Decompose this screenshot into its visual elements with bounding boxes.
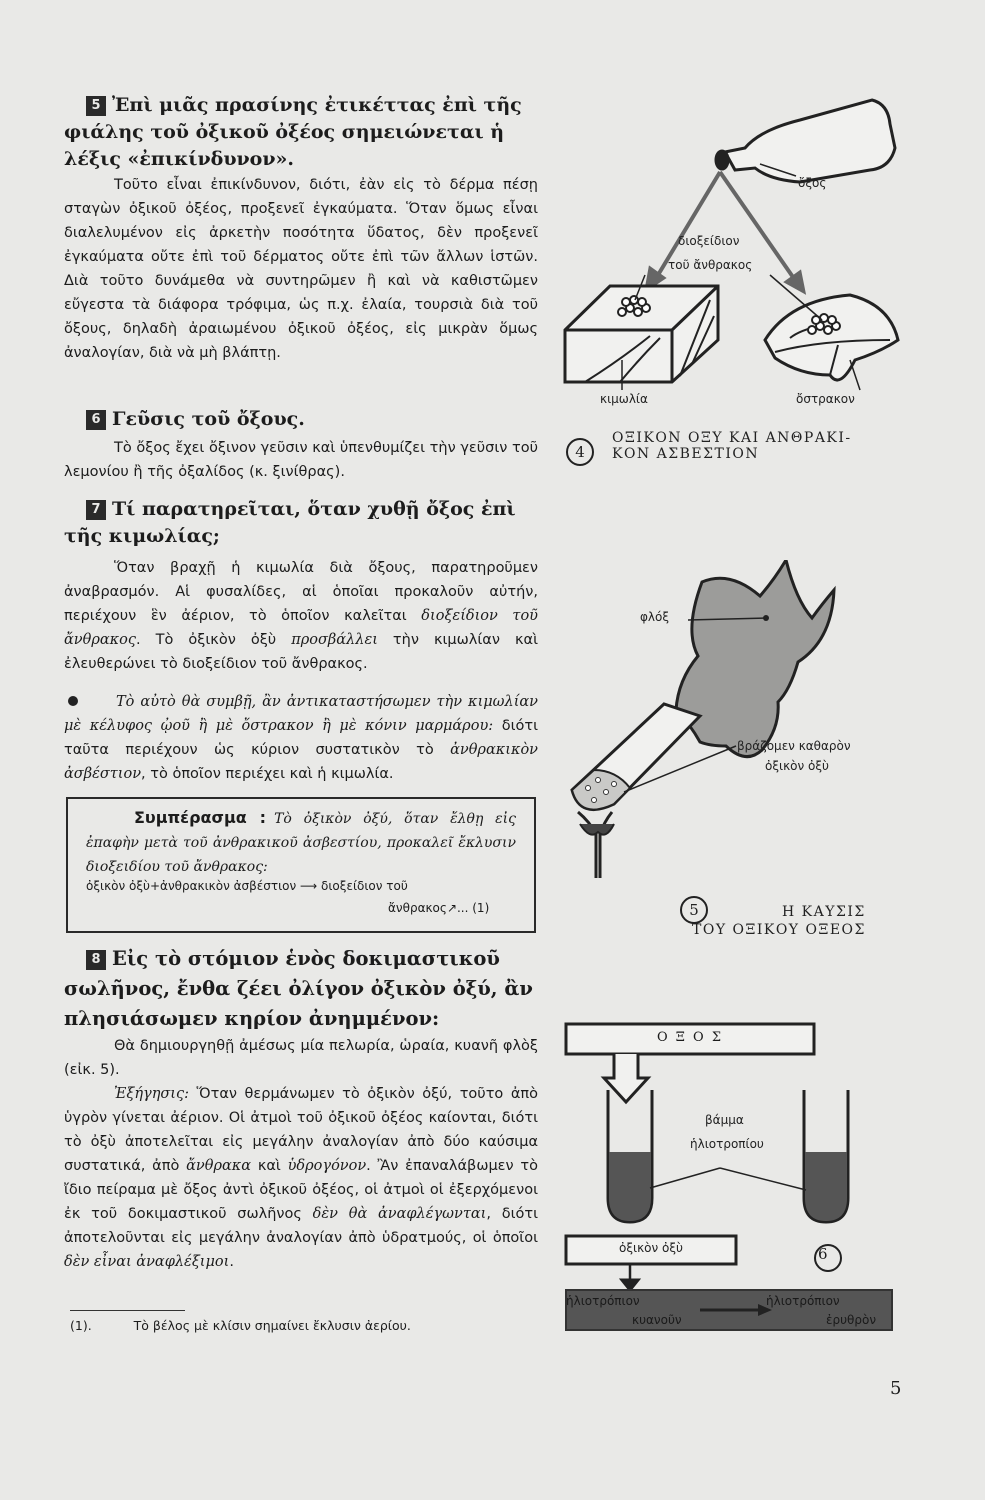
s8-t-g: δὲν θὰ ἀναφλέγωνται: [312, 1206, 487, 1222]
fig4-label-co2-line1: διοξείδιον: [678, 234, 740, 248]
figure-5-illustration: [560, 560, 890, 880]
s8-t-h: , διότι ἀποτελοῦνται εἰς μεγάλην ἀναλογίαν ἀπὸ ὑδρατμούς, οἱ ὁποῖοι: [64, 1206, 538, 1246]
section-8-heading: [64, 944, 538, 1034]
fig4-label-vinegar: ὄξος: [798, 176, 827, 190]
fig5-label-boil-line1: βράζομεν καθαρὸν: [737, 739, 851, 753]
figure-6-illustration: [560, 1018, 900, 1338]
fig4-number: 4: [566, 438, 594, 466]
bottle-icon: [725, 100, 895, 182]
s7-bullet-d: , τὸ ὁποῖον περιέχει καὶ ἡ κιμωλία.: [141, 766, 394, 782]
footnote: [70, 1318, 411, 1333]
conclusion-equation: ὀξικὸν ὀξὺ+ἀνθρακικὸν ἀσβέστιον ⟶ διοξείδιον τοῦ: [86, 879, 408, 893]
section-6-heading-text: Γεῦσις τοῦ ὄξους.: [112, 408, 305, 430]
down-arrow-icon: [604, 1054, 648, 1102]
fig5-caption-line1: Η ΚΑΥΣΙΣ: [782, 904, 866, 920]
footnote-marker: (1).: [70, 1318, 92, 1333]
s8-t-i: δὲν εἶναι ἀναφλέξιμοι: [64, 1254, 230, 1270]
s7-bullet-b: διότι ταῦτα περιέχουν ὡς κύριον συστατικὸν τὸ: [64, 718, 538, 758]
s8-t-e: ὑδρογόνον: [287, 1158, 367, 1174]
section-8-heading-text: Εἰς τὸ στόμιον ἑνὸς δοκιμαστικοῦ σωλῆνος, ἔνθα ζέει ὀλίγον ὀξικὸν ὀξύ, ἂν πλησιάσωμεν κηρίον ἀνημμένον:: [64, 947, 533, 1030]
s8-t-c: ἄνθρακα: [186, 1158, 252, 1174]
fig6-label-blue-line2: κυανοῦν: [632, 1313, 682, 1327]
figure-4-illustration: [560, 90, 900, 420]
fig5-number: 5: [680, 896, 708, 924]
fig4-caption: [566, 430, 852, 462]
conclusion-box: [66, 797, 536, 933]
section-number-8: 8: [86, 950, 106, 970]
section-8-text-2: [64, 1082, 538, 1274]
section-5-heading: [64, 92, 538, 173]
section-8-paragraph-1: [64, 1034, 538, 1082]
section-6-text: Τὸ ὄξος ἔχει ὄξινον γεῦσιν καὶ ὑπενθυμίζει τὴν γεῦσιν τοῦ λεμονίου ἢ τῆς ὀξαλίδος (κ. ξινίθρας).: [64, 440, 538, 480]
fig6-label-blue-line1: ἡλιοτρόπιον: [566, 1294, 640, 1308]
section-number-7: 7: [86, 500, 106, 520]
s8-t-f: . Ἂν ἐπαναλάβωμεν τὸ ἴδιο πείραμα μὲ ὄξος ἀντὶ ὀξικοῦ ὀξέος, οἱ ἀτμοὶ οἱ ἐξερχόμενοι ἐκ τοῦ δοκιμαστικοῦ σωλῆνος: [64, 1158, 538, 1222]
section-7-bullet: [64, 690, 538, 786]
s7-text-e: τὴν κιμωλίαν καὶ ἐλευθερώνει τὸ διοξείδιον τοῦ ἄνθρακος.: [64, 632, 538, 672]
section-number-5: 5: [86, 96, 106, 116]
fig6-label-vinegar: Ο Ξ Ο Σ: [656, 1030, 724, 1045]
fig4-caption-line1: ΟΞΙΚΟΝ ΟΞΥ ΚΑΙ ΑΝΘΡΑΚΙ-: [612, 430, 852, 446]
page-number: 5: [890, 1378, 902, 1399]
fig4-label-shell: ὄστρακον: [796, 392, 855, 406]
section-6-paragraph: [64, 436, 538, 484]
conclusion-body: [86, 806, 516, 879]
section-8-text-1: Θὰ δημιουργηθῇ ἀμέσως μία πελωρία, ὡραία, κυανῆ φλὸξ (εἰκ. 5).: [64, 1038, 538, 1078]
section-5-heading-text: Ἐπὶ μιᾶς πρασίνης ἐτικέττας ἐπὶ τῆς φιάλης τοῦ ὀξικοῦ ὀξέος σημειώνεται ἡ λέξις «ἐπικίνδυνον».: [64, 94, 522, 170]
fig6-label-dye-line2: ἡλιοτροπίου: [690, 1137, 764, 1151]
fig4-caption-line2: ΚΟΝ ΑΣΒΕΣΤΙΟΝ: [612, 446, 760, 462]
section-7-paragraph: [64, 556, 538, 676]
section-7-bullet-text: [64, 690, 538, 786]
conclusion-text: Τὸ ὀξικὸν ὀξύ, ὅταν ἔλθῃ εἰς ἐπαφὴν μετὰ τοῦ ἀνθρακικοῦ ἀσβεστίου, προκαλεῖ ἔκλυσιν διοξειδίου τοῦ ἄνθρακος:: [86, 811, 516, 875]
section-5-text: Τοῦτο εἶναι ἐπικίνδυνον, διότι, ἐὰν εἰς τὸ δέρμα πέσῃ σταγὼν ὀξικοῦ ὀξέος, προξενεῖ ἐγκαύματα. Ὅταν ὅμως εἶναι διαλελυμένον εἰς ἀρκετὴν ποσότητα ὕδατος, δὲν προξενεῖ ἐγκαύματα οὔτε ἐπὶ τοῦ δέρματος οὔτε ἐπὶ τῶν ἄλλων ἱστῶν. Διὰ τοῦτο δυνάμεθα νὰ συντηρῶμεν ἢ καὶ νὰ καθιστῶμεν εὔγεστα τὰ διάφορα τρόφιμα, ὡς π.χ. ἐλαία, τουρσιὰ διὰ τοῦ ὄξους, δηλαδὴ ἀραιωμένου ὀξικοῦ ὀξέος, εἰς μικρὰν ὅμως ἀναλογίαν, διὰ νὰ μὴ βλάπτῃ.: [64, 177, 538, 361]
s7-text-co2: διοξείδιον τοῦ ἄνθρακος: [64, 608, 538, 648]
section-6-heading: [64, 406, 538, 433]
flame-icon: [676, 560, 834, 757]
fig5-caption: [680, 900, 866, 938]
fig4-label-chalk: κιμωλία: [600, 392, 648, 406]
section-8-paragraph-2: [64, 1082, 538, 1274]
fig4-label-co2-line2: τοῦ ἄνθρακος: [668, 258, 753, 272]
s8-t-b: Ὅταν θερμάνωμεν τὸ ὀξικὸν ὀξύ, τοῦτο ἀπὸ ὑγρὸν γίνεται ἀέριον. Οἱ ἀτμοὶ τοῦ ὀξικοῦ ὀξέος καίονται, διότι τὸ ὀξὺ ἀποτελεῖται εἰς μεγάλην ἀναλογίαν ἀπὸ δύο καύσιμα συστατικά, ἀπὸ: [64, 1086, 538, 1174]
fig6-number: 6: [818, 1245, 828, 1263]
s8-explanation-label: Ἐξήγησις:: [114, 1086, 189, 1102]
conclusion-title: Συμπέρασμα :: [134, 808, 267, 827]
fig6-label-red-line2: ἐρυθρὸν: [826, 1313, 877, 1327]
s7-bullet-a: Τὸ αὐτὸ θὰ συμβῇ, ἂν ἀντικαταστήσωμεν τὴν κιμωλίαν μὲ κέλυφος ᾠοῦ ἢ μὲ ὄστρακον ἢ μὲ κόνιν μαρμάρου:: [64, 694, 538, 734]
fig6-label-red-line1: ἡλιοτρόπιον: [766, 1294, 840, 1308]
conclusion-equation-2: ἄνθρακος↗... (1): [388, 901, 490, 915]
fig5-label-flame: φλόξ: [640, 610, 670, 624]
s8-t-d: καὶ: [251, 1158, 288, 1174]
section-number-6: 6: [86, 410, 106, 430]
s8-t-j: .: [229, 1254, 234, 1270]
fig5-label-boil-line2: ὀξικὸν ὀξὺ: [765, 759, 830, 773]
s7-bullet-c: ἀνθρακικὸν ἀσβέστιον: [64, 742, 538, 782]
s7-text-c: . Τὸ ὀξικὸν ὀξὺ: [136, 632, 292, 648]
s7-text-attacks: προσβάλλει: [291, 632, 378, 648]
section-7-text: [64, 556, 538, 676]
section-7-heading: [64, 496, 538, 550]
fig6-label-dye-line1: βάμμα: [705, 1113, 744, 1127]
fig6-label-acid: ὀξικὸν ὀξὺ: [618, 1241, 683, 1255]
s7-text-a: Ὅταν βραχῇ ἡ κιμωλία διὰ ὄξους, παρατηροῦμεν ἀναβρασμόν. Αἱ φυσαλίδες, αἱ ὁποῖαι προκαλοῦν αὐτήν, περιέχουν ἓν ἀέριον, τὸ ὁποῖον καλεῖται: [64, 560, 538, 624]
fig5-caption-line2: ΤΟΥ ΟΞΙΚΟΥ ΟΞΕΟΣ: [692, 922, 866, 938]
footnote-text: Τὸ βέλος μὲ κλίσιν σημαίνει ἔκλυσιν ἀερίου.: [133, 1318, 411, 1333]
section-7-heading-text: Τί παρατηρεῖται, ὅταν χυθῇ ὄξος ἐπὶ τῆς κιμωλίας;: [64, 498, 516, 547]
footnote-rule: [70, 1310, 185, 1311]
section-5-paragraph: [64, 173, 538, 365]
bullet-icon: [68, 696, 78, 706]
